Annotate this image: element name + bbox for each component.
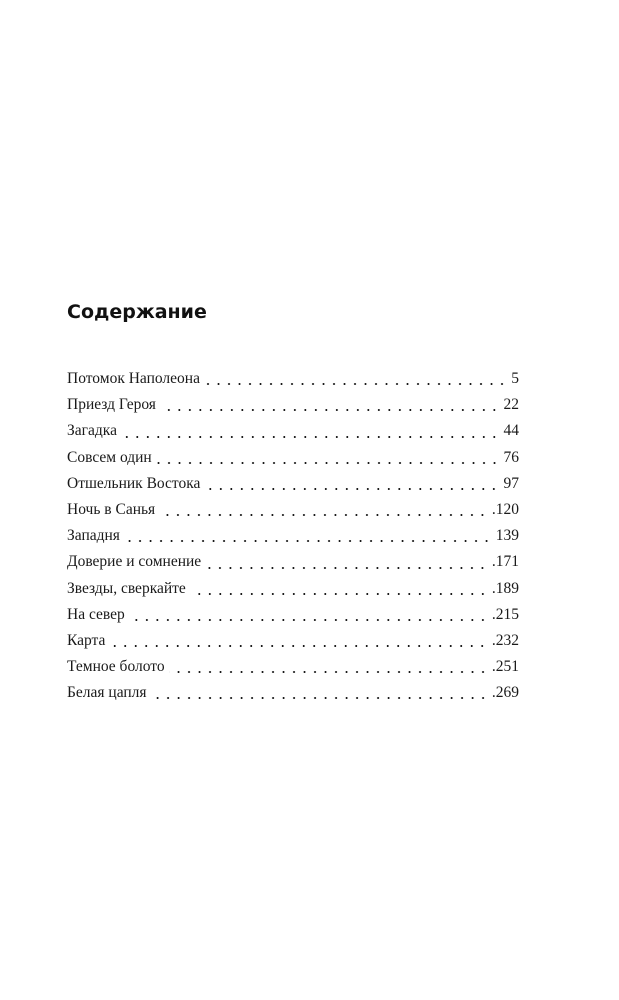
page-title: Содержание bbox=[67, 301, 207, 323]
toc-entry[interactable] bbox=[67, 418, 519, 444]
dot-leader bbox=[129, 602, 488, 628]
toc-entry-title: Отшельник Востока bbox=[67, 474, 201, 492]
dot-leader bbox=[109, 628, 487, 654]
toc-entry-title: Западня bbox=[67, 527, 120, 545]
toc-entry[interactable] bbox=[67, 445, 519, 471]
toc-entry[interactable] bbox=[67, 392, 519, 418]
toc-entry-page: .120 bbox=[491, 500, 519, 518]
toc-entry-page: 76 bbox=[503, 448, 519, 466]
toc-entry-page: 22 bbox=[503, 396, 519, 414]
toc-entry[interactable] bbox=[67, 654, 519, 680]
dot-leader bbox=[204, 471, 499, 497]
toc-entry-title: Ночь в Санья bbox=[67, 500, 156, 518]
toc-entry[interactable] bbox=[67, 602, 519, 628]
dot-leader bbox=[121, 418, 500, 444]
toc-entry-page: .269 bbox=[491, 684, 519, 702]
toc-entry-title: Доверие и сомнение bbox=[67, 553, 202, 571]
dot-leader bbox=[169, 654, 488, 680]
toc-entry-title: Загадка bbox=[67, 422, 117, 440]
toc-entry-page: 97 bbox=[503, 474, 519, 492]
toc-entry-page: .232 bbox=[491, 631, 519, 649]
toc-entry-title: Приезд Героя bbox=[67, 396, 156, 414]
toc-entry[interactable] bbox=[67, 471, 519, 497]
toc-entry-page: 139 bbox=[495, 527, 519, 545]
toc-entry[interactable] bbox=[67, 576, 519, 602]
toc-entry-title: Потомок Наполеона bbox=[67, 370, 200, 387]
toc-entry-title: Белая цапля bbox=[67, 684, 147, 702]
toc-entry[interactable] bbox=[67, 680, 519, 706]
dot-leader bbox=[124, 523, 492, 549]
toc-entry-page: .171 bbox=[491, 553, 519, 571]
table-of-contents bbox=[67, 366, 519, 706]
dot-leader bbox=[190, 576, 488, 602]
toc-entry-page: 44 bbox=[503, 422, 519, 440]
toc-entry-title: На север bbox=[67, 605, 125, 623]
toc-entry-page: .251 bbox=[491, 658, 519, 676]
dot-leader bbox=[151, 680, 488, 706]
toc-entry[interactable] bbox=[67, 497, 519, 523]
toc-entry[interactable] bbox=[67, 523, 519, 549]
toc-entry[interactable] bbox=[67, 628, 519, 654]
toc-entry[interactable] bbox=[67, 549, 519, 575]
dot-leader bbox=[160, 392, 500, 418]
dot-leader bbox=[204, 366, 507, 392]
toc-entry-page: 5 bbox=[511, 370, 519, 387]
toc-entry-page: .215 bbox=[491, 605, 519, 623]
dot-leader bbox=[205, 549, 488, 575]
dot-leader bbox=[159, 497, 488, 523]
toc-entry-title: Совсем один bbox=[67, 448, 152, 466]
toc-entry[interactable] bbox=[67, 366, 519, 392]
toc-entry-title: Темное болото bbox=[67, 658, 165, 676]
toc-entry-page: .189 bbox=[491, 579, 519, 597]
toc-entry-title: Звезды, сверкайте bbox=[67, 579, 186, 597]
toc-entry-title: Карта bbox=[67, 631, 106, 649]
dot-leader bbox=[156, 445, 500, 471]
